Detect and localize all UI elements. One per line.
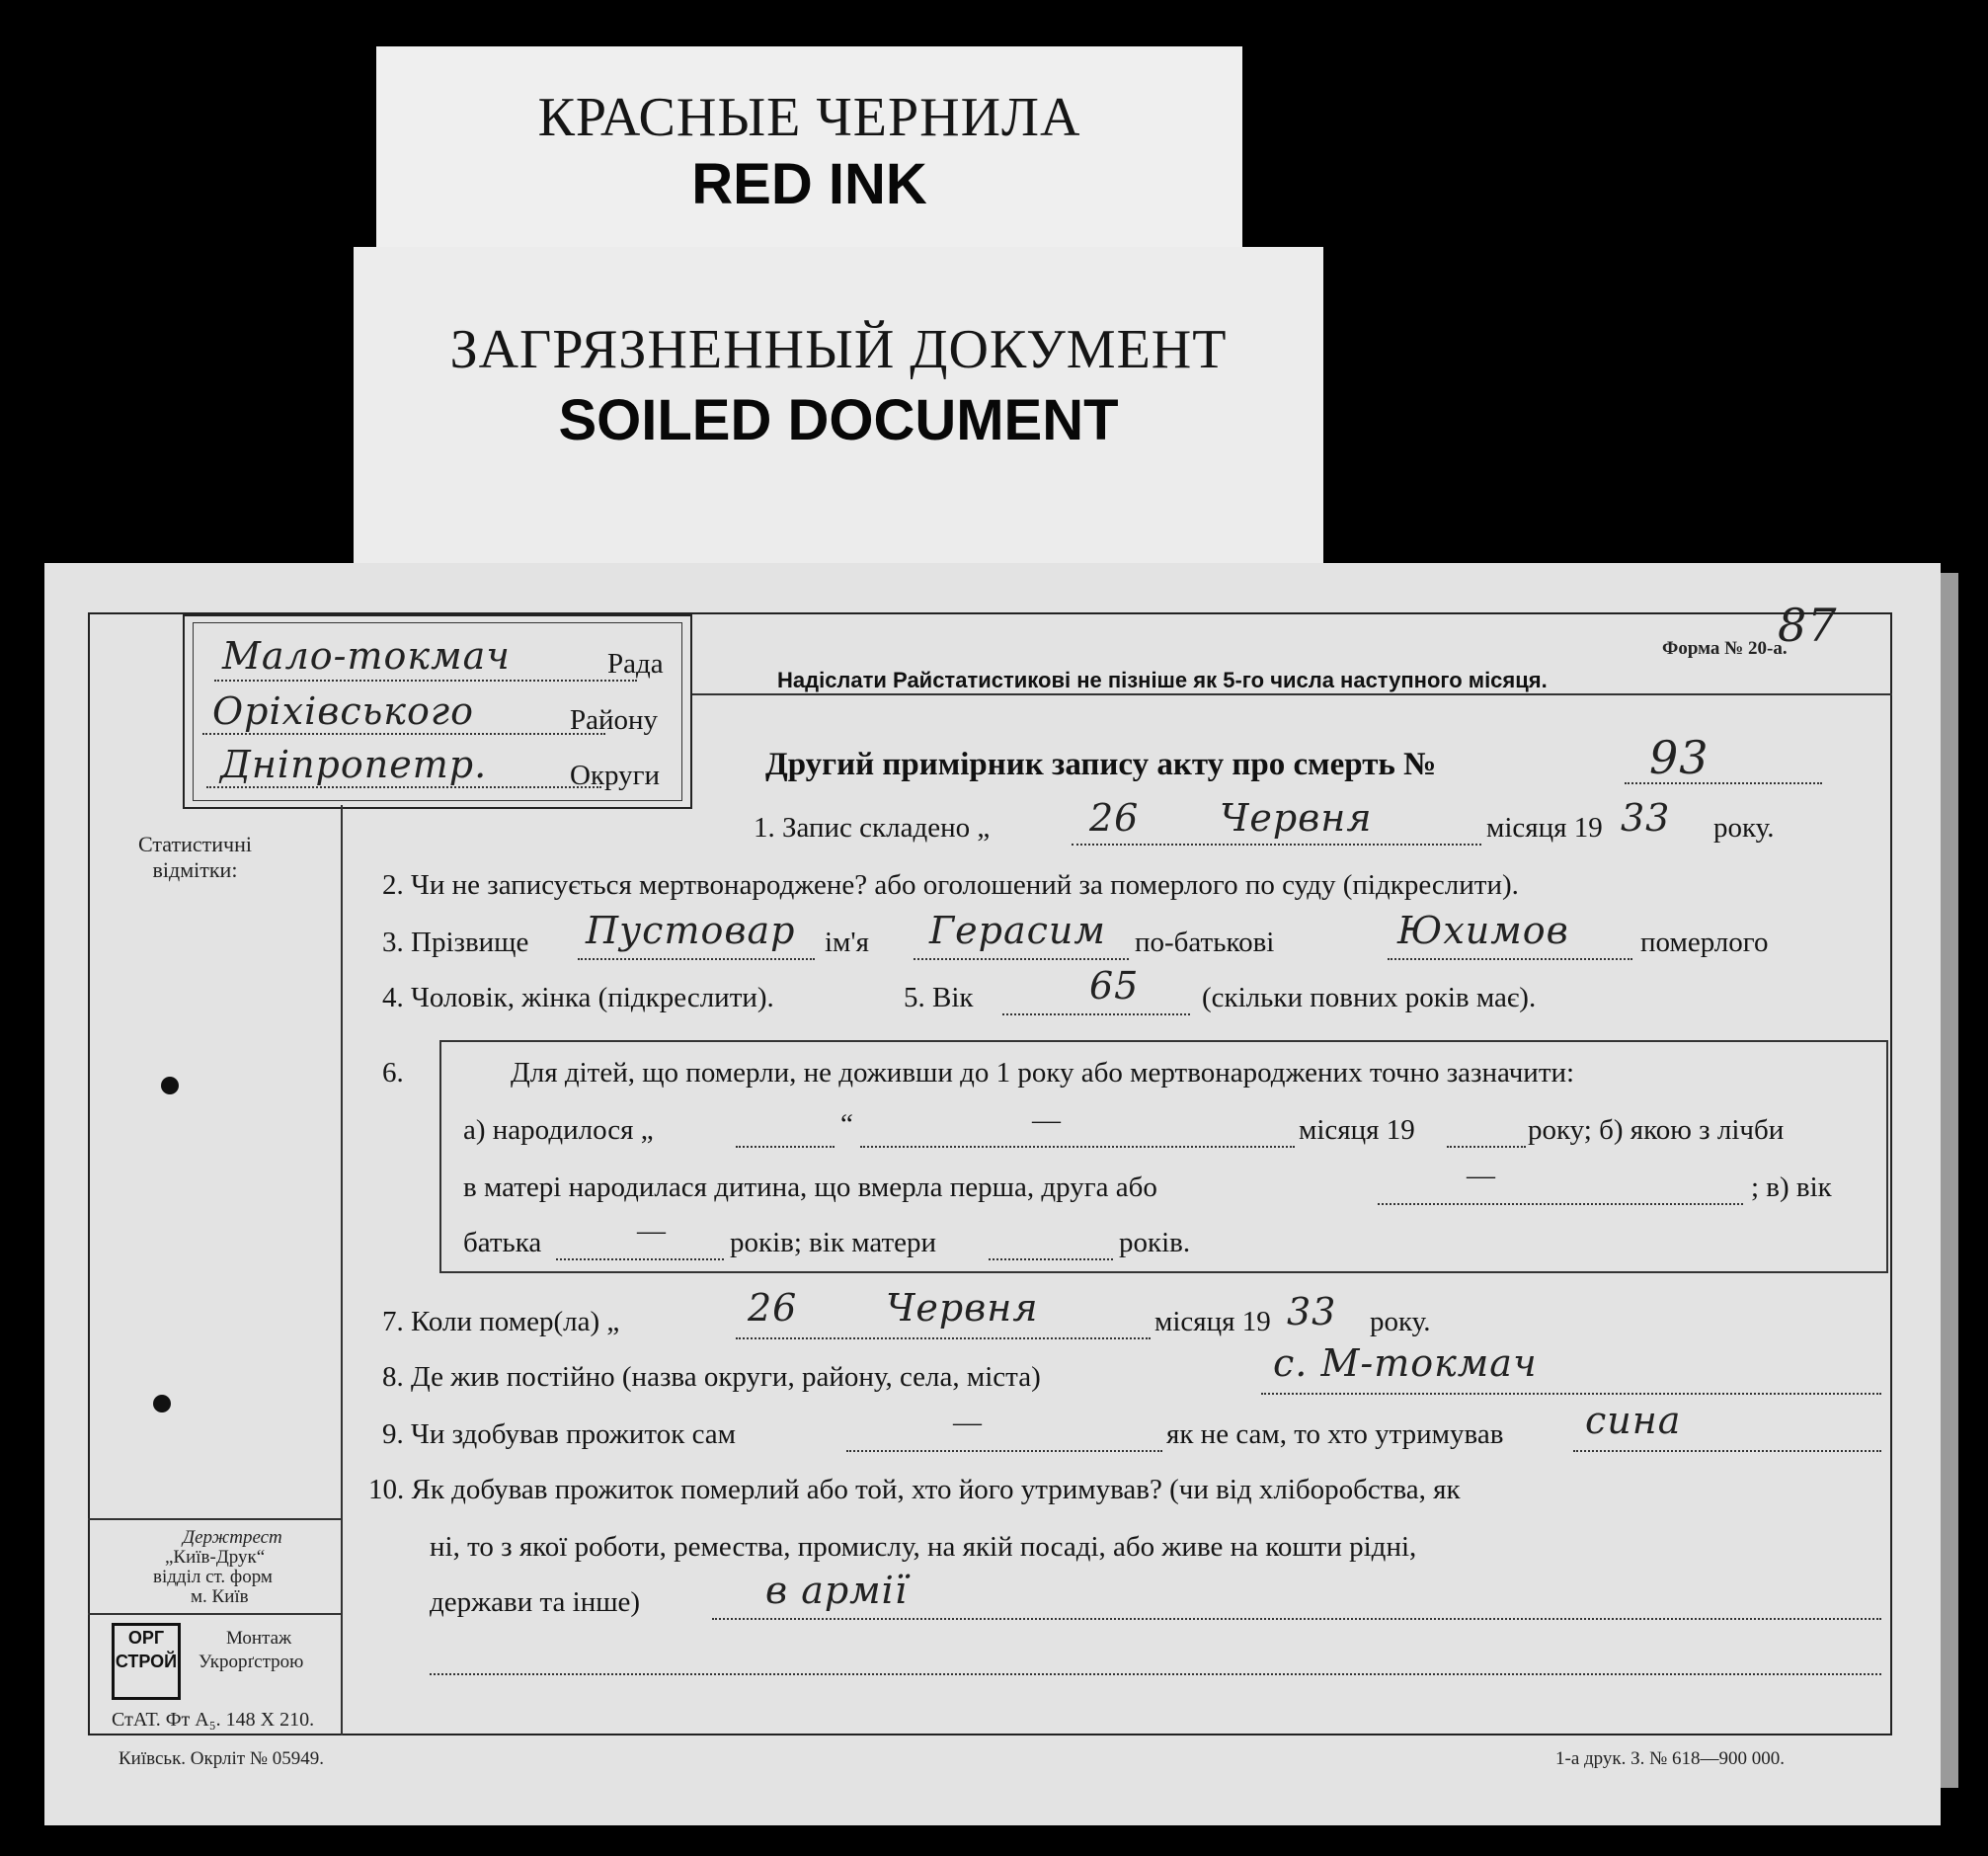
q3-surname-label: 3. Прізвище bbox=[382, 927, 529, 958]
q6-line2c: місяця 19 bbox=[1299, 1114, 1415, 1146]
q7-month: Червня bbox=[886, 1286, 1039, 1330]
stat-format: СтАТ. Фт А₅. 148 X 210. bbox=[112, 1709, 315, 1731]
death-record-form bbox=[44, 563, 1941, 1825]
q9-text2: як не сам, то хто утримував bbox=[1166, 1418, 1504, 1450]
q6-dash-3: — bbox=[637, 1215, 666, 1247]
red-ink-label-en: RED INK bbox=[691, 152, 927, 216]
q9-text1: 9. Чи здобував прожиток сам bbox=[382, 1418, 737, 1450]
q9-dash: — bbox=[953, 1407, 982, 1438]
orgstroy-logo-text: ОРГ СТРОЙ bbox=[115, 1628, 178, 1671]
q10-line3: держави та інше) bbox=[430, 1586, 641, 1618]
printer-line3: відділ ст. форм bbox=[153, 1567, 273, 1587]
printer-line2: „Київ-Друк“ bbox=[165, 1547, 266, 1568]
statistical-marks-label: Статистичні відмітки: bbox=[138, 832, 252, 882]
q3-name-label: ім'я bbox=[825, 927, 869, 958]
q5-age-suffix: (скільки повних років має). bbox=[1202, 982, 1537, 1013]
red-ink-label-card bbox=[376, 46, 1242, 254]
form-title: Другий примірник запису акту про смерть № bbox=[765, 747, 1437, 782]
q2-text: 2. Чи не записується мертвонароджене? або оголошений за померлого по суду (підкреслити). bbox=[382, 869, 1519, 901]
q3-surname: Пустовар bbox=[586, 909, 796, 952]
q1-suffix: року. bbox=[1713, 812, 1775, 844]
punch-hole bbox=[161, 1077, 179, 1094]
soiled-document-label-en: SOILED DOCUMENT bbox=[558, 388, 1119, 452]
instruction-text: Надіслати Райстатистикові не пізніше як 5-го числа наступного місяця. bbox=[777, 668, 1548, 692]
q6-number: 6. bbox=[382, 1057, 404, 1089]
act-number: 93 bbox=[1649, 731, 1710, 784]
q10-line1: 10. Як добував прожиток померлий або той, хто його утримував? (чи від хліборобства, як bbox=[368, 1474, 1461, 1505]
q6-line2a: а) народилося „ bbox=[463, 1114, 654, 1146]
red-ink-label-ru: КРАСНЫЕ ЧЕРНИЛА bbox=[537, 87, 1081, 148]
q7-suffix: року. bbox=[1370, 1306, 1431, 1337]
q5-age-label: 5. Вік bbox=[904, 982, 974, 1013]
soiled-document-label-card bbox=[354, 247, 1323, 565]
q4-text: 4. Чоловік, жінка (підкреслити). bbox=[382, 982, 774, 1013]
soiled-document-label-ru: ЗАГРЯЗНЕННЫЙ ДОКУМЕНТ bbox=[449, 319, 1228, 380]
q6-dash-1: — bbox=[1032, 1104, 1061, 1136]
q3-patronymic-label: по-батькові bbox=[1135, 927, 1275, 958]
q3-name: Герасим bbox=[929, 909, 1106, 952]
rada-value: Мало-токмач bbox=[222, 634, 511, 678]
q6-dash-2: — bbox=[1467, 1160, 1495, 1191]
form-number: Форма № 20-а. bbox=[1662, 638, 1788, 659]
q1-mid: місяця 19 bbox=[1486, 812, 1603, 844]
orgstroy-logo-icon bbox=[112, 1623, 181, 1700]
q10-line2: ні, то з якої роботи, ремества, промислу, на якій посаді, або живе на кошти рідні, bbox=[430, 1531, 1417, 1563]
rada-label: Рада bbox=[607, 648, 664, 680]
printer-line1: Держтрест bbox=[183, 1527, 282, 1548]
q6-line4b: років; вік матери bbox=[730, 1227, 937, 1258]
q8-value: с. М-токмач bbox=[1273, 1341, 1538, 1385]
q6-line4c: років. bbox=[1119, 1227, 1191, 1258]
q5-age: 65 bbox=[1089, 964, 1140, 1008]
q1-year: 33 bbox=[1621, 796, 1671, 840]
q9-value: сина bbox=[1585, 1399, 1682, 1442]
q6-line2b: “ bbox=[840, 1108, 853, 1140]
q10-value: в армії bbox=[765, 1569, 908, 1612]
raion-value: Оріхівського bbox=[212, 689, 474, 733]
okruga-value: Дніпропетр. bbox=[220, 743, 488, 786]
q6-line2d: року; б) якою з лічби bbox=[1528, 1114, 1785, 1146]
q1-month: Червня bbox=[1220, 796, 1373, 840]
q3-patronymic: Юхимов bbox=[1397, 909, 1569, 952]
q6-line3a: в матері народилася дитина, що вмерла перша, друга або bbox=[463, 1171, 1157, 1203]
q6-line4a: батька bbox=[463, 1227, 542, 1258]
montazh-line2: Укрорґстрою bbox=[199, 1652, 304, 1672]
q7-prefix: 7. Коли помер(ла) „ bbox=[382, 1306, 620, 1337]
printer-line4: м. Київ bbox=[191, 1586, 249, 1607]
q6-line1: Для дітей, що померли, не доживши до 1 року або мертвонароджених точно зазначити: bbox=[511, 1057, 1575, 1089]
footer-right: 1-а друк. З. № 618—900 000. bbox=[1555, 1748, 1786, 1769]
raion-label: Району bbox=[570, 704, 659, 736]
q7-mid: місяця 19 bbox=[1154, 1306, 1271, 1337]
punch-hole bbox=[153, 1395, 171, 1412]
page-number: 87 bbox=[1778, 599, 1838, 652]
q6-line3b: ; в) вік bbox=[1751, 1171, 1832, 1203]
okruga-label: Округи bbox=[570, 760, 661, 791]
montazh-line1: Монтаж bbox=[226, 1628, 292, 1649]
footer-left: Київськ. Окрліт № 05949. bbox=[119, 1748, 324, 1769]
q8-text: 8. Де жив постійно (назва округи, району, села, міста) bbox=[382, 1361, 1041, 1393]
q3-suffix: померлого bbox=[1640, 927, 1769, 958]
q7-year: 33 bbox=[1287, 1290, 1337, 1333]
q7-day: 26 bbox=[748, 1286, 798, 1330]
q1-day: 26 bbox=[1089, 796, 1140, 840]
q1-prefix: 1. Запис складено „ bbox=[754, 812, 991, 844]
